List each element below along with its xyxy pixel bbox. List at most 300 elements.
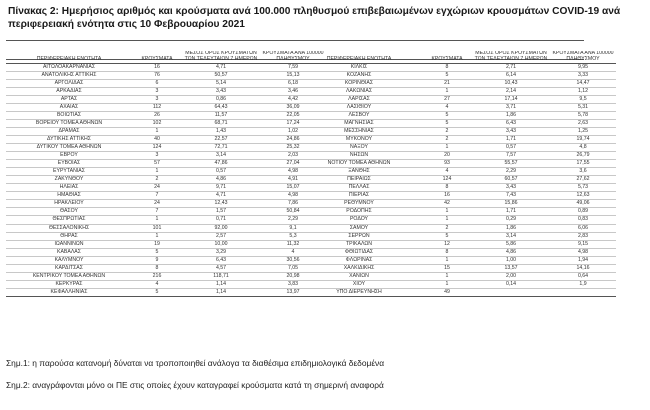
per100k-cell: 3,46: [287, 88, 299, 95]
cases-cell: 7: [155, 208, 159, 215]
per100k-cell: 50,84: [286, 208, 300, 215]
cases-cell: 8: [445, 248, 449, 255]
avg7-cell: 4,71: [215, 64, 227, 71]
per100k-cell: 9,5: [579, 96, 587, 103]
table-row: [296, 216, 616, 224]
region-cell: ΛΑΡΙΣΑΣ: [348, 96, 370, 103]
per100k-cell: 5,3: [289, 232, 297, 239]
region-cell: ΚΙΛΚΙΣ: [350, 64, 368, 71]
region-cell: ΠΕΙΡΑΙΩΣ: [347, 176, 371, 183]
avg7-cell: 12,43: [214, 200, 228, 207]
per100k-cell: 22,05: [286, 112, 300, 119]
table-row: [296, 288, 616, 296]
cases-cell: 5: [155, 248, 159, 255]
region-cell: ΝΗΣΩΝ: [349, 152, 369, 159]
cases-cell: 5: [445, 72, 449, 79]
table-row: [296, 112, 616, 120]
avg7-cell: 1,00: [505, 256, 517, 263]
per100k-cell: 25,32: [286, 144, 300, 151]
per100k-cell: [550, 288, 616, 296]
per100k-cell: 7,05: [287, 264, 299, 271]
per100k-cell: 2,03: [287, 152, 299, 159]
per100k-cell: 4,98: [577, 248, 589, 255]
header-per100k: ΚΡΟΥΣΜΑΤΑ ΑΝΑ 100000 ΠΛΗΘΥΣΜΟΥ: [262, 51, 324, 62]
cases-cell: 57: [154, 160, 160, 167]
per100k-cell: 1,25: [577, 128, 589, 135]
per100k-cell: 6,06: [577, 224, 589, 231]
region-cell: ΞΑΝΘΗΣ: [348, 168, 370, 175]
avg7-cell: 1,57: [215, 208, 227, 215]
region-cell: ΝΑΞΟΥ: [350, 144, 368, 151]
cases-cell: 1: [155, 128, 159, 135]
region-cell: ΔΥΤΙΚΟΥ ΤΟΜΕΑ ΑΘΗΝΩΝ: [36, 144, 102, 151]
cases-cell: 124: [442, 176, 452, 183]
cases-cell: 1: [445, 256, 449, 263]
note-1: Σημ.1: η παρούσα κατανομή δύναται να τροποποιηθεί ανάλογα τα διαθέσιμα επιδημιολογικά δεδομένα: [6, 358, 385, 368]
avg7-cell: 22,57: [214, 136, 228, 143]
left-table-body: [6, 64, 326, 296]
cases-cell: 20: [444, 152, 450, 159]
per100k-cell: 3,6: [579, 168, 587, 175]
per100k-cell: 2,63: [577, 120, 589, 127]
table-row: [6, 104, 326, 112]
avg7-cell: 64,43: [214, 104, 228, 111]
per100k-cell: 3,33: [577, 72, 589, 79]
region-cell: ΠΙΕΡΙΑΣ: [348, 192, 370, 199]
region-cell: ΕΥΡΥΤΑΝΙΑΣ: [53, 168, 85, 175]
table-row: [6, 136, 326, 144]
cases-cell: 1: [445, 216, 449, 223]
cases-cell: 2: [445, 128, 449, 135]
cases-cell: 2: [445, 224, 449, 231]
avg7-cell: 50,57: [214, 72, 228, 79]
avg7-cell: 6,43: [505, 120, 517, 127]
cases-cell: 216: [152, 272, 162, 279]
avg7-cell: 0,57: [215, 168, 227, 175]
region-cell: ΚΕΡΚΥΡΑΣ: [55, 280, 83, 287]
avg7-cell: 13,57: [504, 264, 518, 271]
cases-cell: 3: [155, 88, 159, 95]
region-cell: ΛΕΣΒΟΥ: [348, 112, 370, 119]
cases-cell: 1: [445, 272, 449, 279]
table-title: Πίνακας 2: Ημερήσιος αριθμός και κρούσματα ανά 100.000 πληθυσμού επιβεβαιωμένων εγχώριων κρουσμάτων COVID-19 ανά περιφερειακή ενότητα στις 10 Φεβρουαρίου 2021: [8, 6, 621, 30]
table-row: [6, 144, 326, 152]
table-row: [6, 96, 326, 104]
avg7-cell: 2,14: [505, 88, 517, 95]
region-cell: ΗΛΕΙΑΣ: [59, 184, 79, 191]
avg7-cell: 0,29: [505, 216, 517, 223]
per100k-cell: 1,9: [579, 280, 587, 287]
table-row: [296, 160, 616, 168]
avg7-cell: 72,71: [214, 144, 228, 151]
cases-cell: 1: [155, 216, 159, 223]
table-row: [296, 184, 616, 192]
region-cell: ΘΗΡΑΣ: [60, 232, 78, 239]
cases-cell: 5: [445, 120, 449, 127]
table-row: [296, 176, 616, 184]
table-row: [6, 168, 326, 176]
table-row: [296, 192, 616, 200]
cases-cell: 15: [444, 264, 450, 271]
cases-cell: 76: [154, 72, 160, 79]
per100k-cell: 4,42: [287, 96, 299, 103]
right-table-body: [296, 64, 616, 296]
cases-cell: 6: [155, 80, 159, 87]
region-cell: ΔΡΑΜΑΣ: [58, 128, 80, 135]
per100k-cell: 9,95: [577, 64, 589, 71]
region-cell: ΥΠΟ ΔΙΕΡΕΥΝΗΣΗ: [336, 288, 382, 295]
region-cell: ΘΕΣΣΑΛΟΝΙΚΗΣ: [48, 224, 90, 231]
per100k-cell: 9,1: [289, 224, 297, 231]
per100k-cell: 36,09: [286, 104, 300, 111]
region-cell: ΕΥΒΟΙΑΣ: [57, 160, 81, 167]
table-row: [6, 80, 326, 88]
cases-cell: 1: [445, 280, 449, 287]
per100k-cell: 3,83: [287, 280, 299, 287]
per100k-cell: 1,12: [577, 88, 589, 95]
avg7-cell: 1,14: [215, 280, 227, 287]
table-row: [6, 256, 326, 264]
table-row: [296, 248, 616, 256]
avg7-cell: 4,86: [215, 176, 227, 183]
per100k-cell: 5,73: [577, 184, 589, 191]
cases-cell: 24: [154, 184, 160, 191]
avg7-cell: 6,43: [215, 256, 227, 263]
per100k-cell: 14,47: [576, 80, 590, 87]
per100k-cell: 5,31: [577, 104, 589, 111]
region-cell: ΦΛΩΡΙΝΑΣ: [345, 256, 373, 263]
region-cell: ΚΕΦΑΛΛΗΝΙΑΣ: [50, 288, 88, 295]
table-row: [6, 272, 326, 280]
cases-cell: 7: [155, 192, 159, 199]
per100k-cell: 4,91: [287, 176, 299, 183]
region-cell: ΡΕΘΥΜΝΟΥ: [344, 200, 374, 207]
header-cases: ΚΡΟΥΣΜΑΤΑ: [431, 55, 463, 62]
table-row: [296, 168, 616, 176]
per100k-cell: 11,32: [286, 240, 300, 247]
avg7-cell: 0,86: [215, 96, 227, 103]
table-row: [296, 200, 616, 208]
cases-cell: 24: [154, 200, 160, 207]
avg7-cell: 1,43: [215, 128, 227, 135]
table-row: [6, 72, 326, 80]
avg7-cell: 2,00: [505, 272, 517, 279]
region-cell: ΒΟΙΩΤΙΑΣ: [56, 112, 82, 119]
note-2: Σημ.2: αναγράφονται μόνο οι ΠΕ στις οποίες έχουν καταγραφεί κρούσματα κατά τη σημερινή αναφορά: [6, 380, 384, 390]
per100k-cell: 49,06: [576, 200, 590, 207]
cases-cell: 3: [155, 152, 159, 159]
per100k-cell: 14,16: [576, 264, 590, 271]
cases-cell: 9: [155, 256, 159, 263]
avg7-cell: 4,86: [505, 248, 517, 255]
table-row: [6, 192, 326, 200]
cases-cell: 5: [155, 288, 159, 295]
avg7-cell: [472, 288, 550, 296]
table-row: [296, 136, 616, 144]
table-row: [6, 112, 326, 120]
cases-cell: 26: [154, 112, 160, 119]
cases-cell: 49: [444, 288, 450, 295]
avg7-cell: 5,14: [215, 80, 227, 87]
cases-cell: 42: [444, 200, 450, 207]
region-cell: ΧΑΛΚΙΔΙΚΗΣ: [343, 264, 375, 271]
table-row: [6, 160, 326, 168]
table-row: [6, 216, 326, 224]
per100k-cell: 27,04: [286, 160, 300, 167]
cases-cell: 5: [445, 112, 449, 119]
region-cell: ΠΕΛΛΑΣ: [348, 184, 370, 191]
table-row: [6, 264, 326, 272]
header-per100k: ΚΡΟΥΣΜΑΤΑ ΑΝΑ 100000 ΠΛΗΘΥΣΜΟΥ: [552, 51, 614, 62]
table-row: [6, 208, 326, 216]
cases-cell: 8: [445, 184, 449, 191]
table-row: [6, 64, 326, 72]
cases-cell: 101: [152, 224, 162, 231]
avg7-cell: 1,71: [505, 208, 517, 215]
region-cell: ΜΥΚΟΝΟΥ: [345, 136, 373, 143]
cases-cell: 16: [444, 192, 450, 199]
table-row: [6, 88, 326, 96]
avg7-cell: 1,14: [215, 288, 227, 295]
table-row: [296, 232, 616, 240]
region-cell: ΑΙΤΩΛΟΑΚΑΡΝΑΝΙΑΣ: [42, 64, 96, 71]
avg7-cell: 3,43: [505, 184, 517, 191]
cases-cell: 112: [152, 104, 162, 111]
region-cell: ΜΑΓΝΗΣΙΑΣ: [344, 120, 374, 127]
table-row: [296, 72, 616, 80]
cases-cell: 4: [445, 168, 449, 175]
table-row: [296, 224, 616, 232]
region-cell: ΑΡΤΑΣ: [60, 96, 78, 103]
cases-cell: 1: [445, 88, 449, 95]
table-row: [6, 120, 326, 128]
per100k-cell: 1,94: [577, 256, 589, 263]
avg7-cell: 3,14: [505, 232, 517, 239]
table-row: [296, 280, 616, 288]
cases-cell: 4: [445, 104, 449, 111]
table-row: [6, 152, 326, 160]
region-cell: ΗΡΑΚΛΕΙΟΥ: [54, 200, 84, 207]
region-cell: ΣΕΡΡΩΝ: [348, 232, 370, 239]
per100k-cell: 0,64: [577, 272, 589, 279]
table-row: [296, 104, 616, 112]
cases-cell: 124: [152, 144, 162, 151]
avg7-cell: 17,14: [504, 96, 518, 103]
cases-cell: 2: [445, 136, 449, 143]
region-cell: ΑΝΑΤΟΛΙΚΗΣ ΑΤΤΙΚΗΣ: [41, 72, 97, 79]
avg7-cell: 11,57: [214, 112, 228, 119]
per100k-cell: 15,13: [286, 72, 300, 79]
table-row: [296, 144, 616, 152]
table-row: [296, 128, 616, 136]
avg7-cell: 10,43: [504, 80, 518, 87]
cases-cell: 12: [444, 240, 450, 247]
region-cell: ΚΟΖΑΝΗΣ: [346, 72, 372, 79]
avg7-cell: 3,14: [215, 152, 227, 159]
region-cell: ΚΑΒΑΛΑΣ: [57, 248, 81, 255]
cases-cell: 1: [155, 232, 159, 239]
region-cell: ΛΑΚΩΝΙΑΣ: [345, 88, 373, 95]
region-cell: ΚΟΡΙΝΘΙΑΣ: [344, 80, 374, 87]
cases-cell: 93: [444, 160, 450, 167]
region-cell: ΛΑΣΙΘΙΟΥ: [346, 104, 372, 111]
cases-cell: 3: [155, 96, 159, 103]
table-row: [296, 256, 616, 264]
avg7-cell: 1,86: [505, 224, 517, 231]
region-cell: ΘΕΣΠΡΩΤΙΑΣ: [52, 216, 86, 223]
per100k-cell: 20,98: [286, 272, 300, 279]
cases-cell: 1: [445, 208, 449, 215]
region-cell: ΔΥΤΙΚΗΣ ΑΤΤΙΚΗΣ: [47, 136, 91, 143]
avg7-cell: 68,71: [214, 120, 228, 127]
cases-cell: 1: [445, 144, 449, 151]
per100k-cell: 4,8: [579, 144, 587, 151]
per100k-cell: 15,07: [286, 184, 300, 191]
avg7-cell: 118,71: [213, 272, 229, 279]
per100k-cell: 27,62: [576, 176, 590, 183]
per100k-cell: 13,97: [286, 288, 300, 295]
per100k-cell: 4,98: [287, 168, 299, 175]
header-avg7: ΜΕΣΟΣ ΟΡΟΣ ΚΡΟΥΣΜΑΤΩΝ ΤΩΝ ΤΕΛΕΥΤΑΙΩΝ 7 ΗΜΕΡΩΝ: [184, 51, 258, 62]
region-cell: ΒΟΡΕΙΟΥ ΤΟΜΕΑ ΑΘΗΝΩΝ: [35, 120, 103, 127]
table-row: [296, 88, 616, 96]
region-cell: ΚΑΛΥΜΝΟΥ: [54, 256, 84, 263]
per100k-cell: 2,83: [577, 232, 589, 239]
cases-cell: 5: [445, 232, 449, 239]
avg7-cell: 3,71: [505, 104, 517, 111]
table-row: [6, 128, 326, 136]
cases-cell: 2: [155, 176, 159, 183]
header-avg7: ΜΕΣΟΣ ΟΡΟΣ ΚΡΟΥΣΜΑΤΩΝ ΤΩΝ ΤΕΛΕΥΤΑΙΩΝ 7 ΗΜΕΡΩΝ: [474, 51, 548, 62]
header-region: ΠΕΡΙΦΕΡΕΙΑΚΗ ΕΝΟΤΗΤΑ: [326, 55, 392, 62]
table-row: [296, 80, 616, 88]
region-cell: ΚΕΝΤΡΙΚΟΥ ΤΟΜΕΑ ΑΘΗΝΩΝ: [32, 272, 106, 279]
per100k-cell: 7,59: [287, 64, 299, 71]
region-cell: ΑΡΓΟΛΙΔΑΣ: [54, 80, 84, 87]
region-cell: ΑΧΑΪΑΣ: [59, 104, 79, 111]
per100k-cell: 0,89: [577, 208, 589, 215]
avg7-cell: 15,86: [504, 200, 518, 207]
table-row: [296, 208, 616, 216]
per100k-cell: 7,86: [287, 200, 299, 207]
table-row: [6, 280, 326, 288]
per100k-cell: 17,24: [286, 120, 300, 127]
avg7-cell: 0,57: [505, 144, 517, 151]
avg7-cell: 10,00: [214, 240, 228, 247]
per100k-cell: 26,79: [576, 152, 590, 159]
table-row: [6, 248, 326, 256]
right-table: [296, 51, 616, 297]
table-row: [6, 232, 326, 240]
per100k-cell: 1,02: [287, 128, 299, 135]
region-cell: ΘΑΣΟΥ: [60, 208, 78, 215]
avg7-cell: 3,43: [505, 128, 517, 135]
header-region: ΠΕΡΙΦΕΡΕΙΑΚΗ ΕΝΟΤΗΤΑ: [36, 55, 102, 62]
cases-cell: 27: [444, 96, 450, 103]
region-cell: ΕΒΡΟΥ: [60, 152, 78, 159]
region-cell: ΤΡΙΚΑΛΩΝ: [345, 240, 373, 247]
table-row: [296, 240, 616, 248]
cases-cell: 21: [444, 80, 450, 87]
cases-cell: 19: [154, 240, 160, 247]
avg7-cell: 3,43: [215, 88, 227, 95]
region-cell: ΙΩΑΝΝΙΝΩΝ: [54, 240, 84, 247]
avg7-cell: 7,43: [505, 192, 517, 199]
per100k-cell: 24,86: [286, 136, 300, 143]
region-cell: ΝΟΤΙΟΥ ΤΟΜΕΑ ΑΘΗΝΩΝ: [327, 160, 391, 167]
cases-cell: 40: [154, 136, 160, 143]
region-cell: ΧΙΟΥ: [352, 280, 366, 287]
avg7-cell: 55,57: [504, 160, 518, 167]
region-cell: ΧΑΝΙΩΝ: [349, 272, 369, 279]
avg7-cell: 2,29: [505, 168, 517, 175]
header-cases: ΚΡΟΥΣΜΑΤΑ: [141, 55, 173, 62]
avg7-cell: 47,86: [214, 160, 228, 167]
avg7-cell: 2,57: [215, 232, 227, 239]
per100k-cell: 4,98: [287, 192, 299, 199]
avg7-cell: 6,14: [505, 72, 517, 79]
avg7-cell: 60,57: [504, 176, 518, 183]
per100k-cell: 5,78: [577, 112, 589, 119]
per100k-cell: 17,55: [576, 160, 590, 167]
left-table: [6, 51, 326, 297]
region-cell: ΜΕΣΣΗΝΙΑΣ: [344, 128, 374, 135]
per100k-cell: 2,29: [287, 216, 299, 223]
table-row: [296, 64, 616, 72]
region-cell: ΡΟΔΟΠΗΣ: [346, 208, 372, 215]
avg7-cell: 5,86: [505, 240, 517, 247]
region-cell: ΑΡΚΑΔΙΑΣ: [56, 88, 82, 95]
table-row: [6, 288, 326, 296]
avg7-cell: 7,57: [505, 152, 517, 159]
cases-cell: 1: [155, 168, 159, 175]
avg7-cell: 0,14: [505, 280, 517, 287]
avg7-cell: 92,00: [214, 224, 228, 231]
cases-cell: 8: [155, 264, 159, 271]
table-row: [6, 184, 326, 192]
table-row: [296, 264, 616, 272]
table-row: [6, 224, 326, 232]
table-row: [296, 96, 616, 104]
avg7-cell: 3,29: [215, 248, 227, 255]
table-row: [6, 240, 326, 248]
avg7-cell: 1,71: [505, 136, 517, 143]
per100k-cell: 6,18: [287, 80, 299, 87]
cases-cell: 8: [445, 64, 449, 71]
region-cell: ΡΟΔΟΥ: [349, 216, 369, 223]
per100k-cell: 19,74: [576, 136, 590, 143]
avg7-cell: 9,71: [215, 184, 227, 191]
table-row: [296, 152, 616, 160]
avg7-cell: 0,71: [215, 216, 227, 223]
per100k-cell: 30,56: [286, 256, 300, 263]
table-row: [6, 176, 326, 184]
region-cell: ΖΑΚΥΝΘΟΥ: [54, 176, 84, 183]
table-row: [296, 120, 616, 128]
per100k-cell: 9,15: [577, 240, 589, 247]
per100k-cell: 12,63: [576, 192, 590, 199]
region-cell: ΗΜΑΘΙΑΣ: [57, 192, 81, 199]
cases-cell: 4: [155, 280, 159, 287]
avg7-cell: 2,71: [505, 64, 517, 71]
region-cell: ΣΑΜΟΥ: [349, 224, 369, 231]
table-row: [6, 200, 326, 208]
table-row: [296, 272, 616, 280]
avg7-cell: 4,71: [215, 192, 227, 199]
per100k-cell: 0,83: [577, 216, 589, 223]
cases-cell: 102: [152, 120, 162, 127]
title-divider: [6, 40, 584, 41]
